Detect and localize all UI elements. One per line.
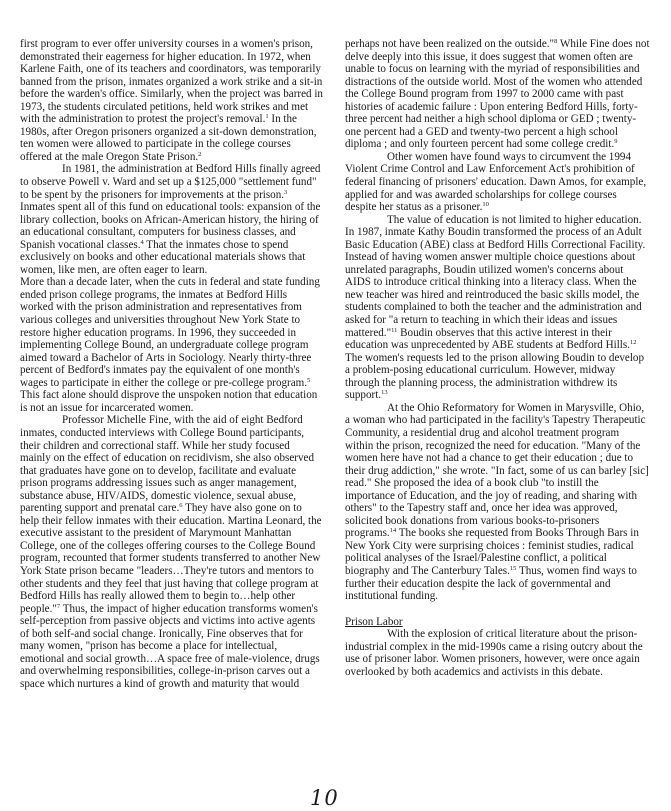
paragraph-text: That the inmates chose to spend exclusively on books and other educational materials shows that women, like men, are often eager to learn. — [20, 238, 306, 276]
paragraph-text: perhaps not have been realized on the outside." — [345, 38, 555, 50]
paragraph-text: Other women have found ways to circumvent the 1994 Violent Crime Control and Law Enforcement Act's prohibition of federal financing of prisoners' education. Dawn Amos, for example, applied for and was awarded scholarships for college courses despite her status as a prisoner. — [345, 150, 647, 214]
footnote-marker: 5 — [307, 376, 311, 384]
section-heading: Prison Labor — [345, 615, 403, 628]
paragraph-text: The books she requested from Books Through Bars in New York City were surprising choices : feminist studies, radical political analyses of the Israel/Palestine conflict, a political biography and The Canterbury Tales. — [345, 527, 639, 577]
paragraph-text: In the 1980s, after Oregon prisoners organized a sit-down demonstration, ten women were allowed to participate in the college courses offered at the male Oregon State Prison. — [20, 113, 317, 163]
paragraph — [345, 151, 650, 214]
footnote-marker: 1 — [265, 113, 269, 121]
paragraph-text: More than a decade later, when the cuts in federal and state funding ended prison college programs, the inmates at Bedford Hills worked with the prison administration and representatives from various colleges and universities throughout New York State to restore higher education programs. In 1996, they succeeded in implementing College Bound, an undergraduate college program aimed toward a Bachelor of Arts in Sociology. Nearly thirty-three percent of Bedford's inmates pay the equivalent of one month's wages to participate in either the college or pre-college program. — [20, 276, 320, 389]
footnote-marker: 8 — [554, 38, 558, 45]
paragraph-text: Thus, the impact of higher education transforms women's self-perception from passive objects and victims into active agents of both self-and social change. Ironically, Fine observes that for many women, "prison has become a place for intellectual, emotional and social growth…A space free of male-violence, drugs and overwhelming responsibilities, college-in-prison carves out a space which nurtures a kind of growth and maturity that would — [20, 602, 320, 690]
paragraph — [345, 402, 650, 603]
paragraph — [345, 628, 650, 678]
paragraph-text: first program to ever offer university courses in a women's prison, demonstrated their eagerness for higher education. In 1972, when Karlene Faith, one of its teachers and coordinators, was temporarily banned from the prison, inmates organized a work strike and a sit-in before the warden's office. Similarly, when the project was barred in 1973, the students circulated petitions, held work strikes and met with the administration to protest the project's removal. — [20, 38, 323, 126]
paragraph-text: The value of education is not limited to higher education. In 1987, inmate Kathy Boudin transformed the process of an Adult Basic Education (ABE) class at Bedford Hills Correctional Facility. Instead of having women answer multiple choice questions about unrelated paragraphs, Boudin utilized women's concerns about AIDS to introduce critical thinking into a literacy class. When the new teacher was hired and reintroduced the basic skills model, the students complained to both the teacher and the administration and asked for "a return to teaching in which their ideas and issues mattered." — [345, 213, 646, 339]
paragraph-text: While Fine does not delve deeply into this issue, it does suggest that women often are unable to focus on learning with the myriad of responsibilities and distractions of the outside world. Most of the women who attended the College Bound program from 1997 to 2000 came with past histories of academic failure : Upon entering Bedford Hills, forty-three percent had neither a high school diploma or GED ; twenty-one percent had a GED and twenty-two percent a high school diploma ; and only fourteen percent had some college credit. — [345, 38, 650, 151]
paragraph — [20, 276, 323, 414]
paragraph-text: Thus, women find ways to further their education despite the lack of governmental and institutional funding. — [345, 564, 637, 603]
paragraph — [345, 214, 650, 402]
footnote-marker: 4 — [140, 238, 144, 246]
footnote-marker: 15 — [509, 564, 517, 572]
paragraph-text: Boudin observes that this active interest in their education was unprecedented by ABE students at Bedford Hills. — [345, 326, 630, 352]
paragraph-text: At the Ohio Reformatory for Women in Marysville, Ohio, a woman who had participated in the facility's Tapestry Therapeutic Community, a residential drug and alcohol treatment program within the prison, recognized the need for education. "Many of the women here have not had a chance to get their education ; due to their drug addiction," she wrote. "In fact, some of us can barley [sic] read." She proposed the idea of a book club "to instill the importance of Education, and the joy of reading, and sharing with others" to the Tapestry staff and, once her idea was approved, solicited book donations from various books-to-prisoners programs. — [345, 401, 649, 540]
paragraph — [20, 38, 323, 163]
page-number: 10 — [310, 786, 339, 810]
footnote-marker: 3 — [284, 188, 288, 196]
footnote-marker: 9 — [614, 138, 618, 146]
paragraph-text: This fact alone should disprove the unspoken notion that education is not an issue for incarcerated women. — [20, 389, 318, 414]
paragraph — [20, 163, 323, 276]
footnote-marker: 2 — [198, 150, 202, 158]
footnote-marker: 14 — [389, 527, 397, 535]
paragraph-text: With the explosion of critical literature about the prison-industrial complex in the mid-1990s came a rising outcry about the use of prisoner labor. Women prisoners, however, were once again overlooked by both academics and activists in this debate. — [345, 628, 643, 678]
paragraph-text: The women's requests led to the prison allowing Boudin to develop a problem-posing educational curriculum. However, midway through the planning process, the administration withdrew its support. — [345, 351, 645, 402]
footnote-marker: 10 — [482, 201, 489, 209]
footnote-marker: 11 — [391, 326, 398, 334]
paragraph-text: They have also gone on to help their fellow inmates with their education. Martina Leonard, the executive assistant to the president of Marymount Manhattan College, one of the colleges offering courses to the College Bound program, recounted that former students transferred to another New York State prison became "leaders…They're tutors and mentors to other students and they feel that just having that college program at Bedford Hills has really allowed them to begin to…help other people." — [20, 502, 322, 615]
footnote-marker: 6 — [179, 502, 183, 510]
footnote-marker: 13 — [381, 389, 388, 397]
paragraph-text: Inmates spent all of this fund on educational tools: expansion of the library collection, books on African-American history, the hiring of an educational consultant, computers for business classes, and Spanish vocational classes. — [20, 201, 321, 251]
paragraph-text: Professor Michelle Fine, with the aid of eight Bedford inmates, conducted interviews with College Bound participants, their children and correctional staff. While her study focused mainly on the effect of education on recidivism, she also observed that graduates have gone on to develop, facilitate and evaluate prison programs addressing issues such as anger management, substance abuse, HIV/AIDS, domestic violence, sexual abuse, parenting support and prenatal care. — [20, 414, 315, 515]
right-column — [345, 38, 650, 678]
paragraph-text: In 1981, the administration at Bedford Hills finally agreed to observe Powell v. Ward and set up a $125,000 "settlement fund" to be spent by the prisoners for improvements at the prison. — [20, 163, 321, 201]
footnote-marker: 12 — [629, 339, 637, 347]
footnote-marker: 7 — [56, 602, 61, 610]
left-column — [20, 38, 323, 690]
paragraph — [345, 38, 650, 151]
paragraph — [20, 414, 323, 690]
